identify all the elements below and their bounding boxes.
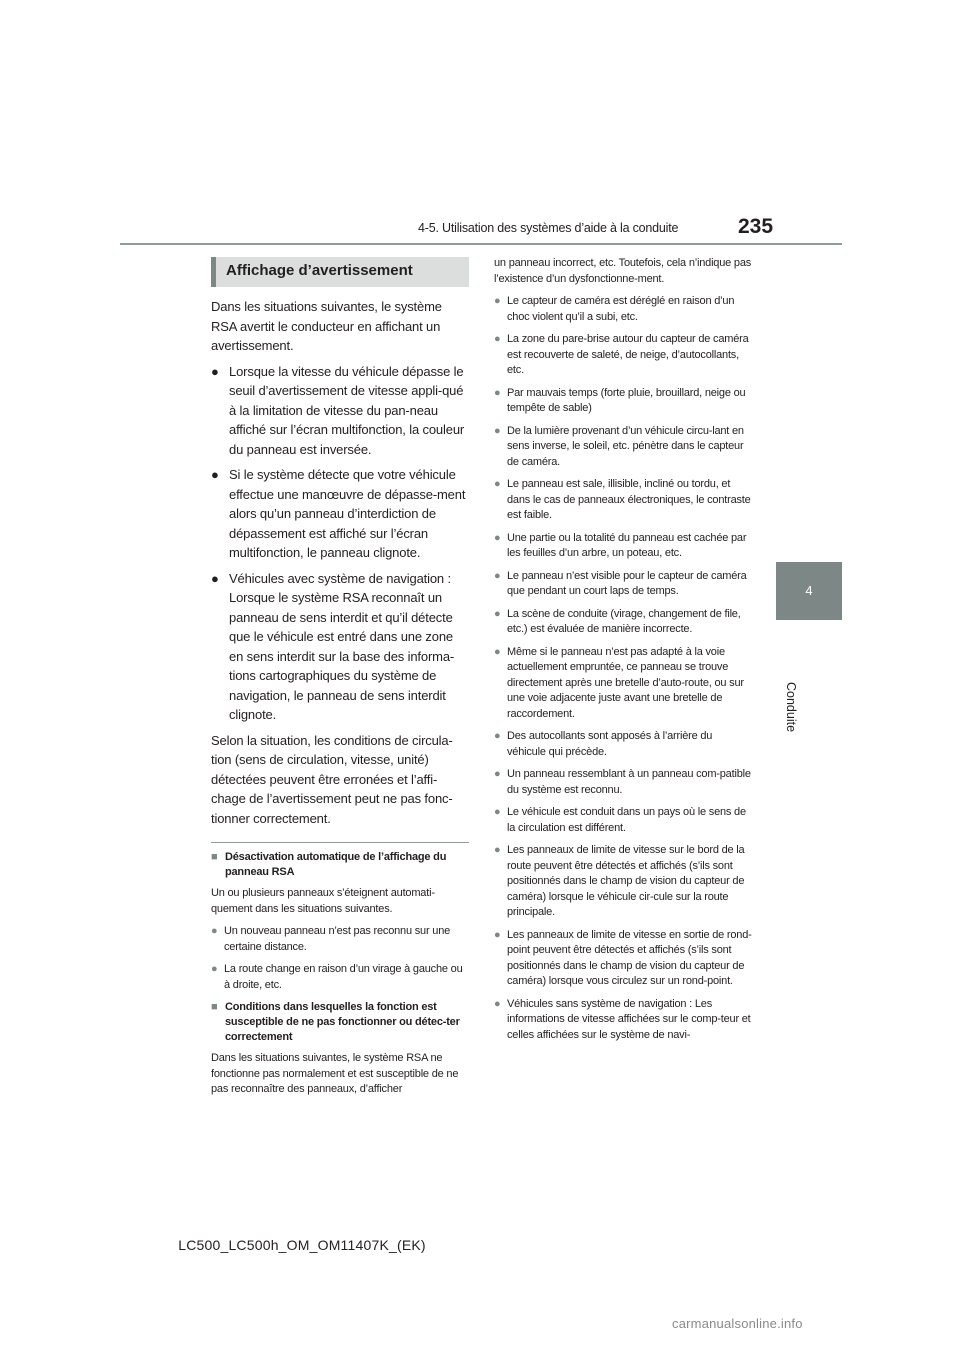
list-item [211, 465, 469, 563]
subsection-divider [211, 842, 469, 843]
list-item-text: Le panneau est sale, illisible, incliné ou tordu, et dans le cas de panneaux électroniques, le contraste est faible. [507, 478, 751, 521]
bullet-icon: ● [494, 844, 501, 856]
list-item-text: Le véhicule est conduit dans un pays où le sens de la circulation est différent. [507, 806, 746, 834]
subsection-heading-text: Conditions dans lesquelles la fonction est susceptible de ne pas fonctionner ou détec-ter correctement [225, 1001, 460, 1043]
list-item [494, 569, 752, 600]
bullet-icon: ● [211, 363, 219, 379]
list-item-text: Par mauvais temps (forte pluie, brouillard, neige ou tempête de sable) [507, 386, 746, 414]
list-item [211, 569, 469, 725]
subsection-heading [211, 1000, 469, 1045]
outro-paragraph: Selon la situation, les conditions de circula-tion (sens de circulation, vitesse, unité) détectées peuvent être erronées et l’affi-chage de l’avertissement peut ne pas fonc-tionner correctement. [211, 732, 453, 826]
bullet-icon: ● [494, 806, 501, 818]
bullet-icon: ● [494, 768, 501, 780]
condition-list [494, 294, 752, 1043]
header-section-title: 4-5. Utilisation des systèmes d’aide à la conduite [418, 221, 679, 235]
bullet-icon: ● [494, 478, 501, 490]
list-item [494, 386, 752, 417]
list-item-text: La scène de conduite (virage, changement de file, etc.) est évaluée de manière incorrecte. [507, 607, 741, 635]
bullet-icon: ● [494, 607, 501, 620]
list-item [494, 767, 752, 798]
list-item [494, 843, 752, 921]
list-item-text: La zone du pare-brise autour du capteur de caméra est recouverte de saleté, de neige, d’autocollants, etc. [507, 333, 749, 376]
square-bullet-icon: ■ [211, 1001, 218, 1013]
list-item-text: Lorsque la vitesse du véhicule dépasse le seuil d’avertissement de vitesse appli-qué à la limitation de vitesse du pan-neau affiché sur l’écran multifonction, la couleur du panneau est inversée. [229, 363, 465, 457]
bullet-icon: ● [211, 925, 218, 937]
chapter-label: Conduite [784, 682, 798, 733]
subsection-text: Dans les situations suivantes, le système RSA ne fonctionne pas normalement et est susceptible de ne pas reconnaître des panneaux, d’afficher [211, 1052, 459, 1095]
bullet-icon: ● [494, 928, 501, 941]
list-item [494, 928, 752, 990]
list-item [494, 607, 752, 638]
list-item-text: La route change en raison d’un virage à gauche ou à droite, etc. [224, 963, 463, 991]
list-item [494, 645, 752, 723]
bullet-icon: ● [494, 386, 501, 399]
list-item [211, 924, 469, 955]
list-item-text: Les panneaux de limite de vitesse sur le bord de la route peuvent être détectés et affichés (s’ils sont positionnés dans le champ de vision du capteur de caméra) lorsque le véhicule cir-cule sur la route principale. [507, 844, 745, 918]
bullet-icon: ● [494, 295, 501, 307]
list-item-text: Des autocollants sont apposés à l’arrière du véhicule qui précède. [507, 730, 713, 758]
bullet-icon: ● [494, 424, 501, 437]
square-bullet-icon: ■ [211, 851, 218, 863]
list-item-text: De la lumière provenant d’un véhicule circu-lant en sens inverse, le soleil, etc. pénètre dans le capteur de caméra. [507, 424, 744, 468]
subsection-text: Un ou plusieurs panneaux s’éteignent automati-quement dans les situations suivantes. [211, 887, 435, 915]
section-heading [211, 257, 469, 287]
bullet-icon: ● [211, 963, 218, 975]
subsection-heading-text: Désactivation automatique de l’affichage du panneau RSA [225, 851, 447, 878]
list-item [494, 531, 752, 562]
list-item-text: Même si le panneau n’est pas adapté à la voie actuellement empruntée, ce panneau se trouve directement après une bretelle d’auto-route, ou sur une voie adjacente juste avant une bretelle de raccordement. [507, 645, 744, 720]
subsection-heading [211, 850, 469, 880]
bullet-icon: ● [494, 997, 501, 1010]
list-item-text: Si le système détecte que votre véhicule effectue une manœuvre de dépasse-ment alors qu’un panneau d’interdiction de dépassement est affiché sur l’écran multifonction, le panneau clignote. [229, 467, 466, 560]
list-item [494, 332, 752, 379]
list-item-text: Le capteur de caméra est déréglé en raison d’un choc violent qu’il a subi, etc. [507, 295, 735, 323]
bullet-icon: ● [494, 730, 501, 742]
bullet-icon: ● [211, 570, 219, 586]
page-number: 235 [738, 215, 774, 238]
left-column [211, 297, 469, 1105]
right-column [494, 256, 752, 1050]
bullet-icon: ● [494, 333, 501, 345]
bullet-icon: ● [494, 645, 501, 658]
list-item [494, 424, 752, 471]
section-title: Affichage d’avertissement [226, 262, 413, 279]
chapter-number: 4 [805, 583, 813, 598]
list-item-text: Les panneaux de limite de vitesse en sortie de rond-point peuvent être détectés et affichés (s’ils sont positionnés dans le champ de vision du capteur de caméra) lorsque vous circulez sur un rond-point. [507, 928, 752, 987]
list-item [494, 997, 752, 1044]
bullet-icon: ● [494, 569, 501, 582]
bullet-icon: ● [211, 467, 219, 482]
list-item-text: Un panneau ressemblant à un panneau com-patible du système est reconnu. [507, 768, 751, 796]
list-item [494, 805, 752, 836]
list-item [211, 962, 469, 993]
bullet-icon: ● [494, 531, 501, 544]
header-divider [120, 243, 842, 245]
intro-paragraph: Dans les situations suivantes, le système RSA avertit le conducteur en affichant un avertissement. [211, 299, 442, 353]
watermark: carmanualsonline.info [672, 1316, 803, 1331]
list-item-text: Le panneau n’est visible pour le capteur de caméra que pendant un court laps de temps. [507, 569, 747, 597]
list-item-text: Une partie ou la totalité du panneau est cachée par les feuilles d’un arbre, un poteau, etc. [507, 531, 747, 559]
continuation-paragraph: un panneau incorrect, etc. Toutefois, cela n’indique pas l’existence d’un dysfonctionne-ment. [494, 257, 752, 285]
list-item-text: Véhicules avec système de navigation : Lorsque le système RSA reconnaît un panneau de sens interdit et qu’il détecte que le véhicule est entré dans une zone en sens interdit sur la base des informa-tions cartographiques du système de navigation, le panneau de sens interdit clignote. [229, 570, 455, 722]
list-item [494, 729, 752, 760]
list-item [211, 362, 469, 460]
footer [0, 1237, 960, 1253]
list-item-text: Véhicules sans système de navigation : Les informations de vitesse affichées sur le comp-teur et celles affichées sur le système de navi- [507, 997, 751, 1041]
list-item [494, 294, 752, 325]
chapter-side-label [776, 628, 842, 733]
chapter-tab[interactable] [776, 562, 842, 620]
list-item-text: Un nouveau panneau n’est pas reconnu sur une certaine distance. [224, 925, 451, 953]
document-code: LC500_LC500h_OM_OM11407K_(EK) [178, 1237, 426, 1253]
list-item [494, 477, 752, 524]
